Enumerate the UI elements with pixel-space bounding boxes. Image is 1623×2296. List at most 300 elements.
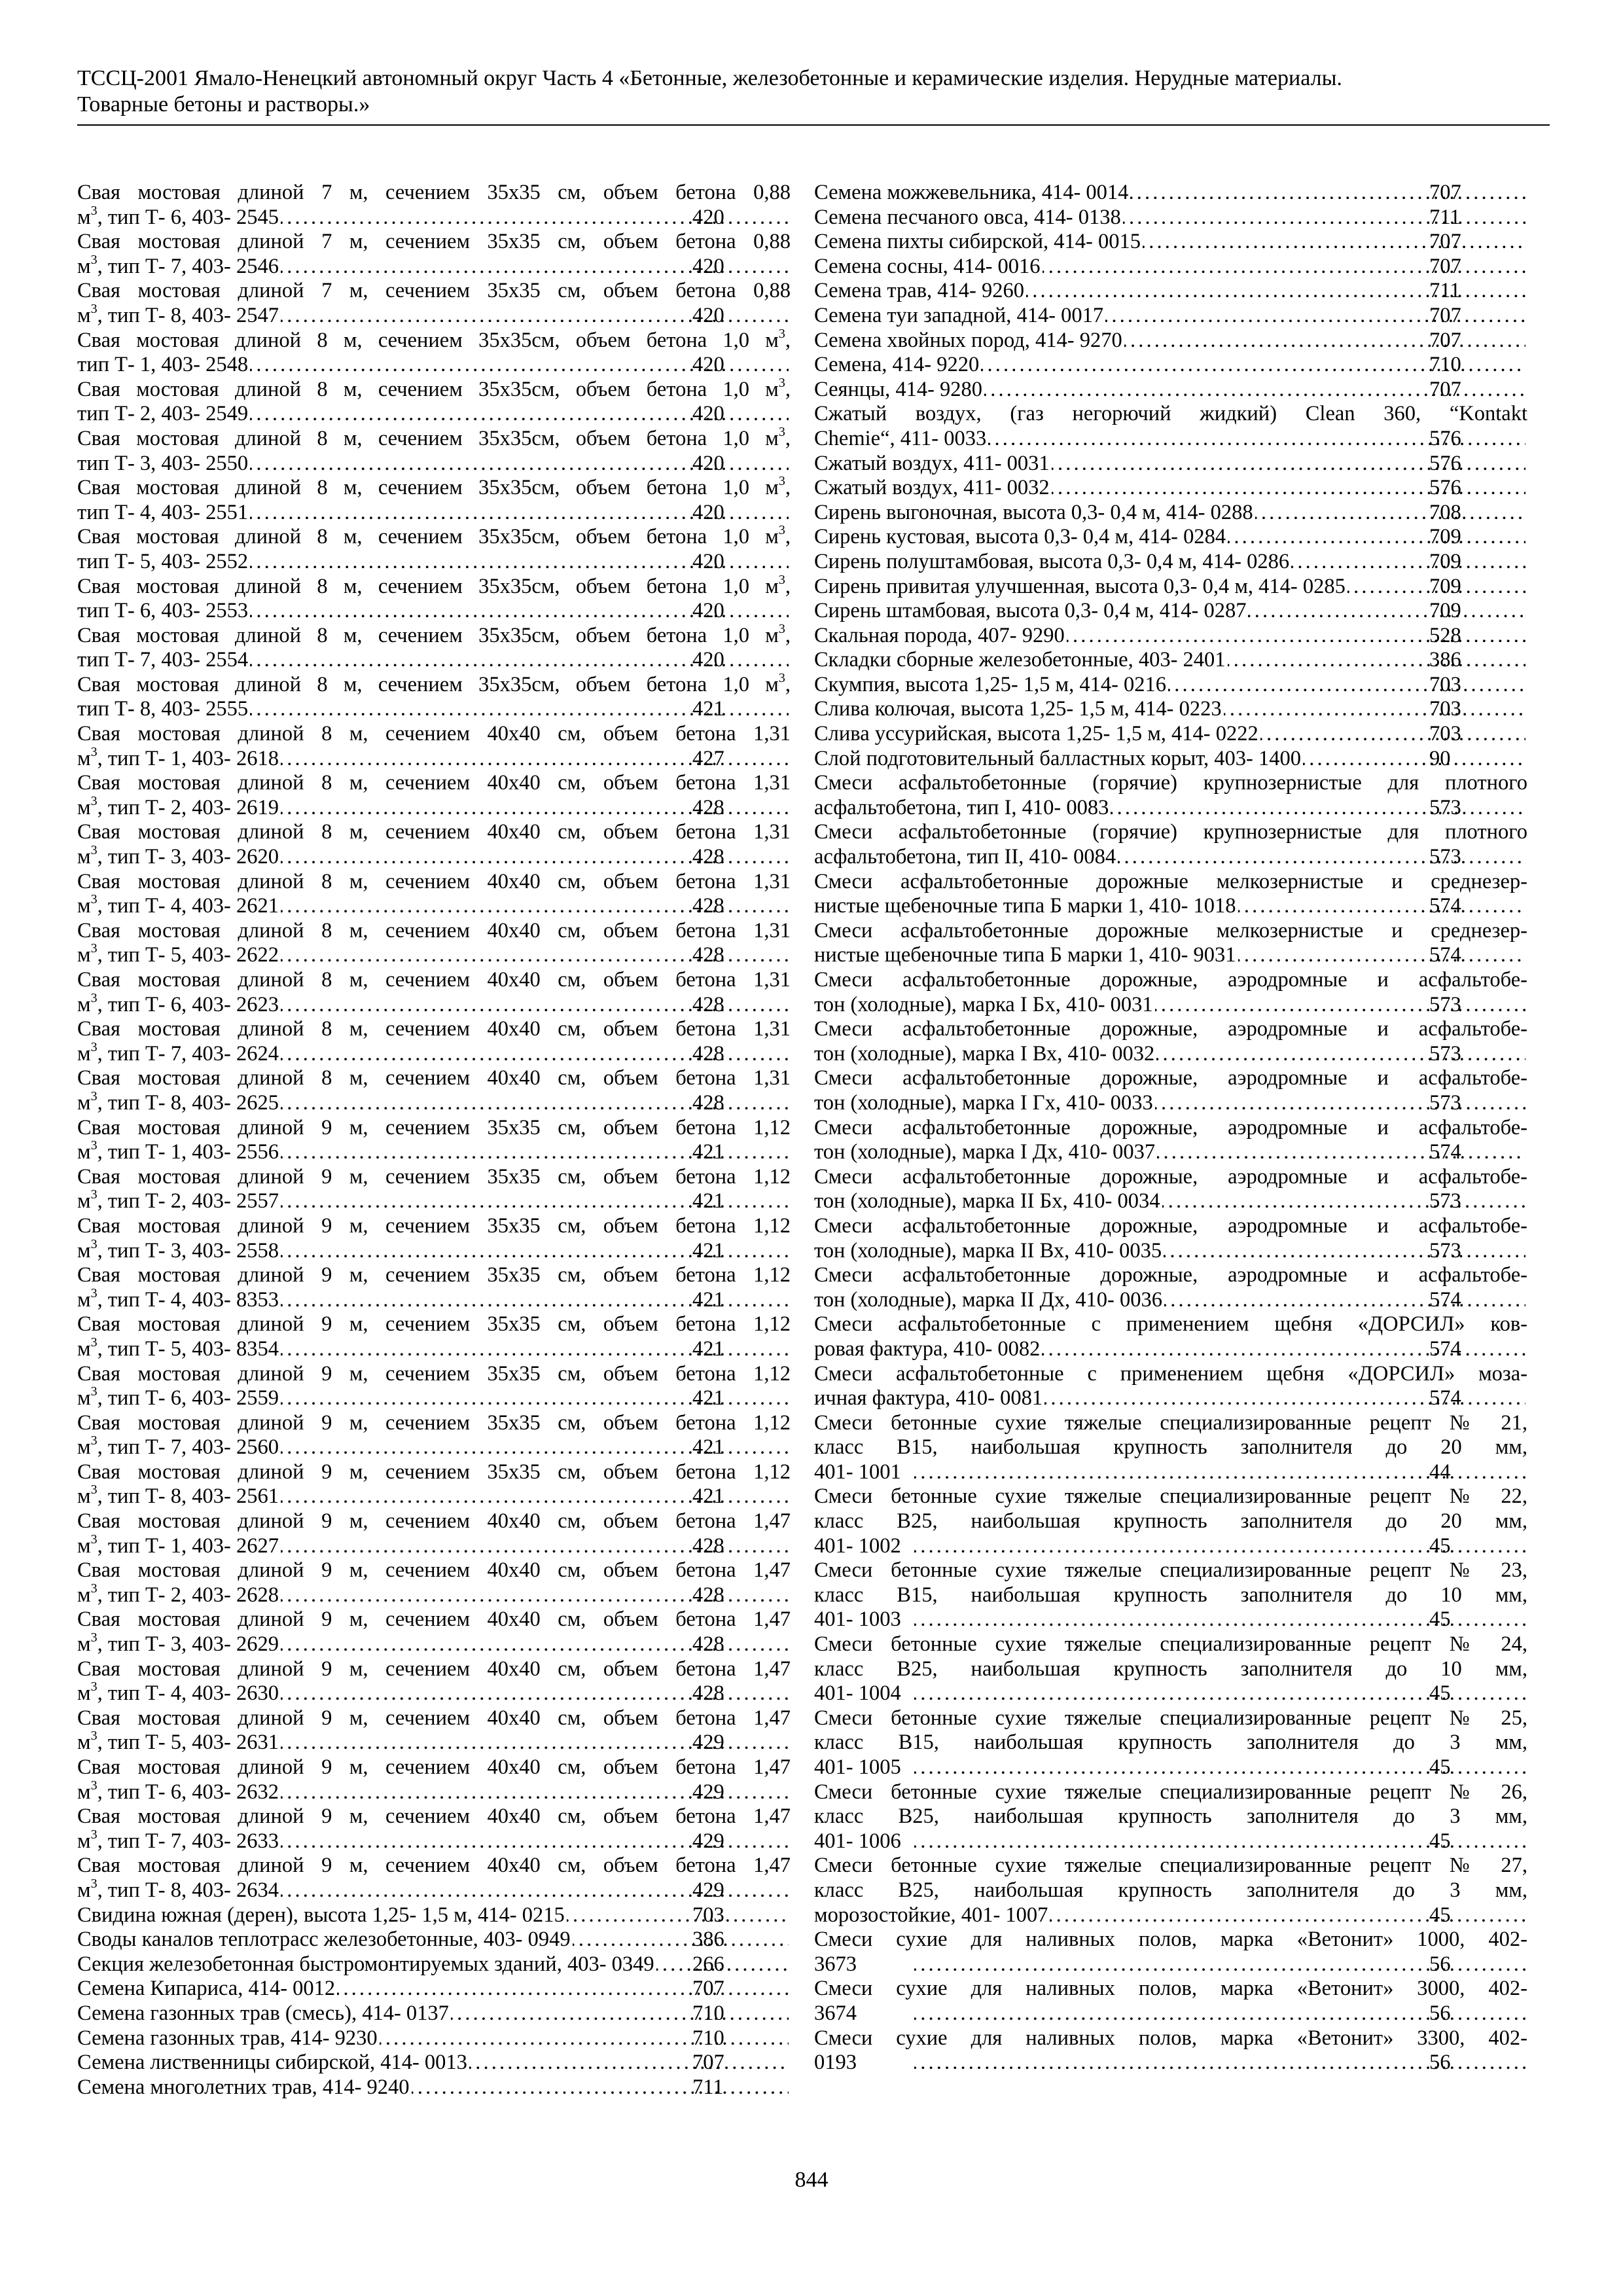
index-entry: [814, 1780, 1527, 1854]
entry-line: Смеси асфальтобетонные дорожные, аэродромные и асфальтобе-: [814, 968, 1527, 992]
index-entry: [77, 722, 791, 771]
cubic-superscript: 3: [90, 252, 98, 267]
index-entry: [77, 1804, 791, 1854]
entry-text: тон (холодные), марка I Гх, 410- 0033: [814, 1090, 1153, 1115]
entry-line: Смеси бетонные сухие тяжелые специализированные рецепт № 24,: [814, 1632, 1527, 1657]
entry-line-leader: ичная фактура, 410- 0081 . . . 574: [912, 1386, 1527, 1411]
entry-line-leader: 401- 1002 . . . 45: [912, 1534, 1527, 1559]
entry-text: Семена, 414- 9220: [814, 353, 980, 377]
entry-line-leader: Сирень кустовая, высота 0,3- 0,4 м, 414- 0284 . . . 709: [912, 525, 1527, 550]
entry-text-part: , тип Т- 4, 403- 2630: [97, 1681, 279, 1706]
entry-text: Свая мостовая длиной 8 м, сечением 40х40 см, объем бетона 1,31: [77, 820, 791, 844]
entry-line: [77, 869, 791, 895]
index-entry: [77, 1362, 791, 1411]
entry-line: [77, 1164, 791, 1190]
dot-leader: [412, 2075, 789, 2100]
entry-text: морозостойкие, 401- 1007: [814, 1903, 1048, 1927]
entry-line-leader: Свидина южная (дерен), высота 1,25- 1,5 м, 414- 0215 . . . 703: [175, 1903, 791, 1928]
entry-line: [77, 572, 791, 600]
dot-leader: [1130, 181, 1525, 206]
entry-text: тон (холодные), марка I Дх, 410- 0037: [814, 1140, 1156, 1164]
index-entry: [77, 1116, 791, 1165]
entry-text-part: , тип Т- 7, 403- 2546: [97, 254, 279, 278]
entry-text-part: , тип Т- 4, 403- 8353: [97, 1287, 279, 1312]
entry-text: ,: [785, 672, 791, 696]
entry-line: [77, 771, 791, 796]
entry-text: $м^3$, тип Т- 5, 403- 2622: [77, 941, 279, 967]
index-entry: [814, 919, 1527, 968]
entry-text-part: , тип Т- 5, 403- 2631: [97, 1731, 279, 1755]
entry-line-leader: Семена сосны, 414- 0016 . . . 707: [912, 255, 1527, 279]
entry-line-leader: тип Т- 3, 403- 2550 . . . 420: [175, 452, 791, 476]
entry-text-part: , тип Т- 6, 403- 2632: [97, 1780, 279, 1804]
entry-line-leader: нистые щебеночные типа Б марки 1, 410- 1018 . . . 574: [912, 894, 1527, 919]
entry-line-leader: Сжатый воздух, 411- 0031 . . . 576: [912, 452, 1527, 476]
entry-line-leader: Семена лиственницы сибирской, 414- 0013 . . . 707: [175, 2051, 791, 2075]
entry-line: [77, 279, 791, 304]
index-entry: [814, 304, 1527, 329]
entry-line: [77, 1558, 791, 1583]
entry-line-leader: $м^3$, тип Т- 8, 403- 2634 . . . 429: [175, 1878, 791, 1903]
entry-line: класс В15, наибольшая крупность заполнителя до 10 мм,: [814, 1583, 1527, 1607]
cubic-superscript: 3: [90, 941, 98, 956]
index-entry: [77, 968, 791, 1017]
entry-line-leader: Сеянцы, 414- 9280 . . . 707: [912, 378, 1527, 403]
index-entry: [77, 1706, 791, 1755]
dot-leader: [1168, 673, 1525, 698]
index-entry: [77, 1977, 791, 2001]
entry-line-leader: Сирень штамбовая, высота 0,3- 0,4 м, 414- 0287 . . . 709: [912, 599, 1527, 624]
index-entry: [77, 1928, 791, 1952]
index-entry: [77, 572, 791, 624]
entry-line-leader: Скальная порода, 407- 9290 . . . 528: [912, 624, 1527, 649]
cubic-superscript: 3: [90, 1778, 98, 1793]
entry-line: Смеси асфальтобетонные дорожные, аэродромные и асфальтобе-: [814, 1164, 1527, 1189]
entry-text-part: , тип Т- 5, 403- 2622: [97, 943, 279, 967]
entry-text: Сирень штамбовая, высота 0,3- 0,4 м, 414- 0287: [814, 599, 1247, 623]
index-entry: [77, 1460, 791, 1509]
entry-line: [77, 375, 791, 403]
index-entry: [77, 326, 791, 378]
entry-line: [77, 820, 791, 845]
index-entry: [77, 424, 791, 476]
running-header: [77, 65, 1550, 126]
entry-line-leader: 401- 1005 . . . 45: [912, 1755, 1527, 1780]
index-entry: [77, 2026, 791, 2051]
entry-text: $м^3$, тип Т- 6, 403- 2623: [77, 990, 279, 1016]
index-entry: [814, 525, 1527, 550]
entry-line: Смеси асфальтобетонные с применением щебня «ДОРСИЛ» моза-: [814, 1361, 1527, 1386]
entry-text: $м^3$, тип Т- 3, 403- 2558: [77, 1236, 279, 1263]
entry-text: Свая мостовая длиной 9 м, сечением 40х40 см, объем бетона 1,47: [77, 1607, 791, 1632]
entry-line-leader: $м^3$, тип Т- 6, 403- 2632 . . . 429: [175, 1780, 791, 1805]
entry-line: Смеси асфальтобетонные дорожные, аэродромные и асфальтобе-: [814, 1066, 1527, 1090]
entry-text: Свая мостовая длиной 9 м, сечением 40х40 см, объем бетона 1,47: [77, 1854, 791, 1878]
index-entry: [77, 1263, 791, 1312]
entry-text: Свая мостовая длиной 8 м, сечением 35х35см, объем бетона 1,0 м: [77, 623, 779, 647]
entry-line-leader: тип Т- 4, 403- 2551 . . . 420: [175, 501, 791, 526]
index-entry: [77, 870, 791, 919]
entry-line: [77, 1706, 791, 1731]
index-entry: [814, 378, 1527, 403]
entry-line-leader: Семена хвойных пород, 414- 9270 . . . 707: [912, 329, 1527, 353]
index-entry: [814, 697, 1527, 722]
index-entry: [77, 279, 791, 328]
entry-line-leader: тип Т- 8, 403- 2555 . . . 421: [175, 697, 791, 722]
entry-line: [77, 424, 791, 452]
entry-line: класс В15, наибольшая крупность заполнителя до 20 мм,: [814, 1435, 1527, 1460]
dot-leader: [573, 1928, 789, 1952]
index-entry: [814, 771, 1527, 820]
entry-line-leader: морозостойкие, 401- 1007 . . . 45: [912, 1903, 1527, 1928]
index-entry: [814, 452, 1527, 476]
dot-leader: [1157, 1140, 1525, 1165]
entry-line: Смеси асфальтобетонные с применением щебня «ДОРСИЛ» ков-: [814, 1312, 1527, 1336]
entry-text: $м^3$, тип Т- 6, 403- 2545: [77, 203, 279, 229]
index-entry: [814, 181, 1527, 206]
header-line-2: Товарные бетоны и растворы.»: [77, 92, 370, 117]
entry-line: Смеси бетонные сухие тяжелые специализированные рецепт № 21,: [814, 1410, 1527, 1435]
index-entry: [77, 1509, 791, 1558]
entry-text: [77, 353, 249, 378]
entry-line-leader: $м^3$, тип Т- 6, 403- 2545 . . . 420: [175, 206, 791, 230]
index-entry: [814, 870, 1527, 919]
entry-text-part: , тип Т- 3, 403- 2620: [97, 845, 279, 869]
entry-text-part: , тип Т- 1, 403- 2627: [97, 1534, 279, 1558]
entry-text: ,: [785, 525, 791, 549]
entry-text: Свая мостовая длиной 7 м, сечением 35х35 см, объем бетона 0,88: [77, 279, 791, 303]
entry-line: Смеси асфальтобетонные (горячие) крупнозернистые для плотного: [814, 771, 1527, 795]
entry-text-part: , тип Т- 6, 403- 2623: [97, 992, 279, 1016]
entry-text-part: , тип Т- 8, 403- 2625: [97, 1090, 279, 1115]
entry-line-leader: $м^3$, тип Т- 7, 403- 2560 . . . 421: [175, 1435, 791, 1460]
cubic-superscript: 3: [90, 203, 98, 218]
entry-text-part: тип Т- 2, 403- 2549: [77, 402, 249, 426]
index-entry: [77, 1755, 791, 1804]
entry-line: класс В25, наибольшая крупность заполнителя до 3 мм,: [814, 1804, 1527, 1829]
dot-leader: [380, 2026, 789, 2051]
cubic-superscript: 3: [90, 1679, 98, 1695]
entry-line-leader: тон (холодные), марка I Дх, 410- 0037 . . . 574: [912, 1140, 1527, 1165]
entry-text: Chemie“, 411- 0033: [814, 426, 987, 450]
entry-line: [77, 918, 791, 944]
entry-text-part: , тип Т- 8, 403- 2634: [97, 1878, 279, 1902]
entry-text: Семена песчаного овса, 414- 0138: [814, 205, 1121, 229]
entry-line-leader: $м^3$, тип Т- 2, 403- 2557 . . . 421: [175, 1189, 791, 1214]
entry-line: [77, 326, 791, 353]
index-entry: [814, 1484, 1527, 1558]
entry-text: ровая фактура, 410- 0082: [814, 1336, 1041, 1361]
entry-text-part: , тип Т- 7, 403- 2560: [97, 1435, 279, 1460]
entry-line-leader: Семена трав, 414- 9260 . . . 711: [912, 279, 1527, 304]
index-entry: [77, 1312, 791, 1361]
index-entry: [77, 670, 791, 722]
entry-text: [77, 500, 249, 526]
entry-text: Сжатый воздух, 411- 0032: [814, 476, 1050, 500]
entry-text-part: тип Т- 3, 403- 2550: [77, 451, 249, 475]
dot-leader: [1248, 599, 1525, 624]
cubic-superscript: 3: [778, 424, 785, 439]
index-entry: [814, 1214, 1527, 1263]
entry-line-leader: асфальтобетона, тип I, 410- 0083 . . . 573: [912, 796, 1527, 821]
entry-text-part: , тип Т- 7, 403- 2633: [97, 1829, 279, 1853]
entry-line-leader: Семена, 414- 9220 . . . 710: [912, 353, 1527, 378]
entry-line: Смеси асфальтобетонные дорожные, аэродромные и асфальтобе-: [814, 1017, 1527, 1041]
entry-line-leader: $м^3$, тип Т- 6, 403- 2623 . . . 428: [175, 993, 791, 1018]
index-entry: [77, 1657, 791, 1706]
entry-line: Смеси бетонные сухие тяжелые специализированные рецепт № 22,: [814, 1484, 1527, 1509]
entry-text: $м^3$, тип Т- 2, 403- 2619: [77, 793, 279, 819]
index-entry: [77, 919, 791, 968]
entry-text-part: , тип Т- 6, 403- 2545: [97, 205, 279, 229]
index-entry: [814, 1116, 1527, 1165]
entry-line-leader: $м^3$, тип Т- 1, 403- 2556 . . . 421: [175, 1140, 791, 1165]
entry-text: Свая мостовая длиной 8 м, сечением 35х35см, объем бетона 1,0 м: [77, 328, 779, 352]
entry-line: Смеси сухие для наливных полов, марка «Ветонит» 3000, 402-: [814, 1977, 1527, 2001]
cubic-superscript: 3: [778, 670, 785, 685]
index-entry: [814, 230, 1527, 255]
entry-line: класс В15, наибольшая крупность заполнителя до 3 мм,: [814, 1731, 1527, 1755]
entry-line-leader: 3674 . . . 56: [912, 2001, 1527, 2026]
entry-text: Слива колючая, высота 1,25- 1,5 м, 414- 0223: [814, 697, 1222, 721]
entry-line: Смеси сухие для наливных полов, марка «Ветонит» 1000, 402-: [814, 1928, 1527, 1952]
entry-text: Свая мостовая длиной 9 м, сечением 40х40 см, объем бетона 1,47: [77, 1509, 791, 1534]
dot-leader: [1118, 845, 1525, 870]
entry-text: ,: [785, 377, 791, 401]
entry-text: Свидина южная (дерен), высота 1,25- 1,5 м, 414- 0215: [77, 1903, 565, 1927]
entry-text: Своды каналов теплотрасс железобетонные, 403- 0949: [77, 1928, 571, 1952]
entry-text: тон (холодные), марка II Вх, 410- 0035: [814, 1238, 1162, 1263]
dot-leader: [1228, 648, 1525, 673]
entry-text: Сирень полуштамбовая, высота 0,3- 0,4 м, 414- 0286: [814, 549, 1290, 573]
entry-text: [77, 648, 249, 673]
entry-line-leader: $м^3$, тип Т- 5, 403- 2622 . . . 428: [175, 943, 791, 968]
entry-line: Смеси асфальтобетонные дорожные мелкозернистые и среднезер-: [814, 918, 1527, 942]
dot-leader: [1164, 1288, 1525, 1313]
index-entry: [77, 1017, 791, 1066]
entry-line-leader: Своды каналов теплотрасс железобетонные, 403- 0949 . . . 386: [175, 1928, 791, 1952]
index-entry: [77, 820, 791, 869]
page-number: 844: [794, 2168, 829, 2192]
cubic-superscript: 3: [90, 1088, 98, 1103]
dot-leader: [567, 1903, 789, 1928]
index-entry: [814, 1362, 1527, 1411]
entry-line-leader: тип Т- 7, 403- 2554 . . . 420: [175, 648, 791, 673]
index-column-left: [77, 181, 791, 2100]
cubic-superscript: 3: [90, 1581, 98, 1596]
entry-line: Смеси асфальтобетонные дорожные, аэродромные и асфальтобе-: [814, 1213, 1527, 1238]
entry-text: $м^3$, тип Т- 3, 403- 2620: [77, 843, 279, 869]
entry-line-leader: $м^3$, тип Т- 7, 403- 2624 . . . 428: [175, 1042, 791, 1067]
entry-line-leader: $м^3$, тип Т- 3, 403- 2558 . . . 421: [175, 1239, 791, 1264]
entry-text-part: тип Т- 7, 403- 2554: [77, 648, 249, 672]
index-entry: [814, 1632, 1527, 1706]
index-entry: [77, 1952, 791, 1977]
entry-line-leader: тип Т- 1, 403- 2548 . . . 420: [175, 353, 791, 378]
entry-text: Свая мостовая длиной 8 м, сечением 35х35см, объем бетона 1,0 м: [77, 672, 779, 696]
index-entry: [814, 1165, 1527, 1214]
entry-line: [77, 1804, 791, 1829]
entry-text: Свая мостовая длиной 9 м, сечением 40х40 см, объем бетона 1,47: [77, 1755, 791, 1779]
dot-leader: [469, 2051, 789, 2075]
entry-text: Сжатый воздух, 411- 0031: [814, 451, 1050, 475]
entry-line: Смеси асфальтобетонные дорожные мелкозернистые и среднезер-: [814, 869, 1527, 893]
entry-text: Семена газонных трав (смесь), 414- 0137: [77, 2001, 449, 2025]
entry-line-leader: $м^3$, тип Т- 1, 403- 2618 . . . 427: [175, 747, 791, 772]
entry-line: [77, 1509, 791, 1534]
entry-text: [77, 451, 249, 476]
cubic-superscript: 3: [90, 744, 98, 759]
cubic-superscript: 3: [90, 1039, 98, 1054]
dot-leader: [1224, 697, 1525, 722]
entry-text: Свая мостовая длиной 9 м, сечением 35х35 см, объем бетона 1,12: [77, 1213, 791, 1238]
index-entry: [77, 1411, 791, 1460]
entry-line-leader: ровая фактура, 410- 0082 . . . 574: [912, 1337, 1527, 1362]
entry-text-part: , тип Т- 6, 403- 2559: [97, 1386, 279, 1410]
index-entry: [814, 1263, 1527, 1312]
entry-text: $м^3$, тип Т- 8, 403- 2634: [77, 1876, 279, 1902]
entry-line-leader: тон (холодные), марка I Гх, 410- 0033 . . . 573: [912, 1091, 1527, 1116]
dot-leader: [1164, 1239, 1525, 1264]
entry-text: тон (холодные), марка I Бх, 410- 0031: [814, 992, 1153, 1016]
entry-text: ,: [785, 328, 791, 352]
entry-text: Свая мостовая длиной 7 м, сечением 35х35 см, объем бетона 0,88: [77, 230, 791, 254]
dot-leader: [1123, 206, 1525, 230]
entry-text: Свая мостовая длиной 8 м, сечением 40х40 см, объем бетона 1,31: [77, 869, 791, 893]
entry-text-part: , тип Т- 2, 403- 2619: [97, 795, 279, 819]
entry-line-leader: Chemie“, 411- 0033 . . . 576: [912, 427, 1527, 452]
entry-text-part: , тип Т- 2, 403- 2628: [97, 1583, 279, 1607]
entry-text: $м^3$, тип Т- 5, 403- 2631: [77, 1729, 279, 1755]
entry-text-part: тип Т- 5, 403- 2552: [77, 549, 249, 573]
entry-line: [77, 1755, 791, 1780]
entry-line-leader: тон (холодные), марка I Вх, 410- 0032 . . . 573: [912, 1042, 1527, 1067]
entry-text: $м^3$, тип Т- 3, 403- 2629: [77, 1630, 279, 1657]
cubic-superscript: 3: [90, 1433, 98, 1448]
cubic-superscript: 3: [90, 843, 98, 858]
entry-text: Секция железобетонная быстромонтируемых зданий, 403- 0349: [77, 1952, 654, 1976]
cubic-superscript: 3: [90, 990, 98, 1005]
entry-line-leader: тон (холодные), марка I Бх, 410- 0031 . . . 573: [912, 993, 1527, 1018]
entry-text: ,: [785, 426, 791, 450]
entry-line-leader: Семена газонных трав (смесь), 414- 0137 . . . 710: [175, 2001, 791, 2026]
index-entry: [77, 2001, 791, 2026]
index-entry: [814, 575, 1527, 600]
entry-text: $м^3$, тип Т- 8, 403- 2547: [77, 301, 279, 327]
entry-line-leader: Скумпия, высота 1,25- 1,5 м, 414- 0216 . . . 703: [912, 673, 1527, 698]
entry-text: Слива уссурийская, высота 1,25- 1,5 м, 414- 0222: [814, 722, 1258, 746]
entry-line-leader: Слой подготовительный балластных корыт, 403- 1400 . . . 90: [912, 747, 1527, 772]
entry-line: класс В25, наибольшая крупность заполнителя до 3 мм,: [814, 1878, 1527, 1902]
entry-text: Свая мостовая длиной 8 м, сечением 40х40 см, объем бетона 1,31: [77, 722, 791, 746]
entry-line: класс В25, наибольшая крупность заполнителя до 10 мм,: [814, 1657, 1527, 1681]
entry-text-part: тип Т- 4, 403- 2551: [77, 500, 249, 524]
entry-text: Семена сосны, 414- 0016: [814, 254, 1041, 278]
cubic-superscript: 3: [90, 1876, 98, 1891]
dot-leader: [1155, 993, 1525, 1018]
entry-text: Семена газонных трав, 414- 9230: [77, 2026, 378, 2050]
entry-text: Свая мостовая длиной 8 м, сечением 40х40 см, объем бетона 1,31: [77, 771, 791, 795]
cubic-superscript: 3: [90, 1827, 98, 1842]
entry-text: $м^3$, тип Т- 6, 403- 2559: [77, 1384, 279, 1410]
entry-text: [77, 549, 249, 575]
index-entry: [814, 1706, 1527, 1780]
dot-leader: [1238, 943, 1525, 968]
entry-line-leader: $м^3$, тип Т- 7, 403- 2633 . . . 429: [175, 1829, 791, 1854]
entry-line: Смеси асфальтобетонные дорожные, аэродромные и асфальтобе-: [814, 1115, 1527, 1139]
index-entry: [814, 1558, 1527, 1632]
entry-line-leader: 401- 1006 . . . 45: [912, 1829, 1527, 1854]
entry-line-leader: 0193 . . . 56: [912, 2051, 1527, 2075]
entry-text: $м^3$, тип Т- 2, 403- 2557: [77, 1187, 279, 1213]
cubic-superscript: 3: [90, 793, 98, 808]
entry-line-leader: нистые щебеночные типа Б марки 1, 410- 9031 . . . 574: [912, 943, 1527, 968]
entry-line: Смеси асфальтобетонные (горячие) крупнозернистые для плотного: [814, 820, 1527, 844]
cubic-superscript: 3: [90, 892, 98, 907]
cubic-superscript: 3: [778, 375, 785, 390]
entry-text-part: , тип Т- 8, 403- 2561: [97, 1484, 279, 1509]
index-entry: [814, 476, 1527, 501]
entry-line-leader: Семена газонных трав, 414- 9230 . . . 710: [175, 2026, 791, 2051]
entry-text: [77, 599, 249, 624]
entry-text: $м^3$, тип Т- 4, 403- 2630: [77, 1679, 279, 1706]
dot-leader: [1156, 1042, 1525, 1067]
entry-text: $м^3$, тип Т- 7, 403- 2633: [77, 1827, 279, 1853]
cubic-superscript: 3: [90, 1532, 98, 1547]
entry-text: Свая мостовая длиной 9 м, сечением 35х35 см, объем бетона 1,12: [77, 1361, 791, 1386]
entry-text: Семена пихты сибирской, 414- 0015: [814, 230, 1141, 254]
index-entry: [814, 820, 1527, 869]
index-entry: [814, 1411, 1527, 1485]
entry-text: нистые щебеночные типа Б марки 1, 410- 9031: [814, 943, 1236, 967]
entry-line-leader: тип Т- 2, 403- 2549 . . . 420: [175, 402, 791, 427]
entry-text: ичная фактура, 410- 0081: [814, 1386, 1043, 1410]
entry-text: нистые щебеночные типа Б марки 1, 410- 1018: [814, 894, 1236, 918]
cubic-superscript: 3: [90, 1630, 98, 1645]
index-entry: [814, 599, 1527, 624]
entry-line: Смеси бетонные сухие тяжелые специализированные рецепт № 26,: [814, 1780, 1527, 1804]
entry-line: [77, 1312, 791, 1337]
index-entry: [814, 279, 1527, 304]
entry-text: Свая мостовая длиной 8 м, сечением 40х40 см, объем бетона 1,31: [77, 1066, 791, 1090]
entry-text-part: , тип Т- 5, 403- 8354: [97, 1336, 279, 1361]
entry-line: [77, 1213, 791, 1239]
entry-text: $м^3$, тип Т- 7, 403- 2624: [77, 1039, 279, 1066]
entry-text: Семена лиственницы сибирской, 414- 0013: [77, 2051, 467, 2075]
index-entry: [814, 624, 1527, 649]
entry-text-part: , тип Т- 1, 403- 2556: [97, 1140, 279, 1164]
index-entry: [77, 2051, 791, 2075]
index-entry: [77, 230, 791, 279]
entry-text: Сирень выгоночная, высота 0,3- 0,4 м, 414- 0288: [814, 500, 1253, 524]
entry-line: [77, 1657, 791, 1682]
entry-text: Свая мостовая длиной 9 м, сечением 40х40 см, объем бетона 1,47: [77, 1706, 791, 1730]
index-entry: [77, 621, 791, 673]
cubic-superscript: 3: [778, 474, 785, 489]
cubic-superscript: 3: [90, 1236, 98, 1251]
entry-line-leader: Слива колючая, высота 1,25- 1,5 м, 414- 0223 . . . 703: [912, 697, 1527, 722]
entry-line-leader: $м^3$, тип Т- 5, 403- 8354 . . . 421: [175, 1337, 791, 1362]
entry-line-leader: $м^3$, тип Т- 5, 403- 2631 . . . 429: [175, 1731, 791, 1755]
index-entry: [77, 1854, 791, 1903]
entry-line: [77, 1017, 791, 1042]
entry-text: Свая мостовая длиной 9 м, сечением 35х35 см, объем бетона 1,12: [77, 1164, 791, 1189]
entry-line: [77, 1410, 791, 1436]
entry-text: ,: [785, 574, 791, 598]
index-entry: [814, 1312, 1527, 1361]
entry-line: Сжатый воздух, (газ негорючий жидкий) Clean 360, “Kontakt: [814, 402, 1527, 426]
entry-text: $м^3$, тип Т- 4, 403- 2621: [77, 892, 279, 918]
